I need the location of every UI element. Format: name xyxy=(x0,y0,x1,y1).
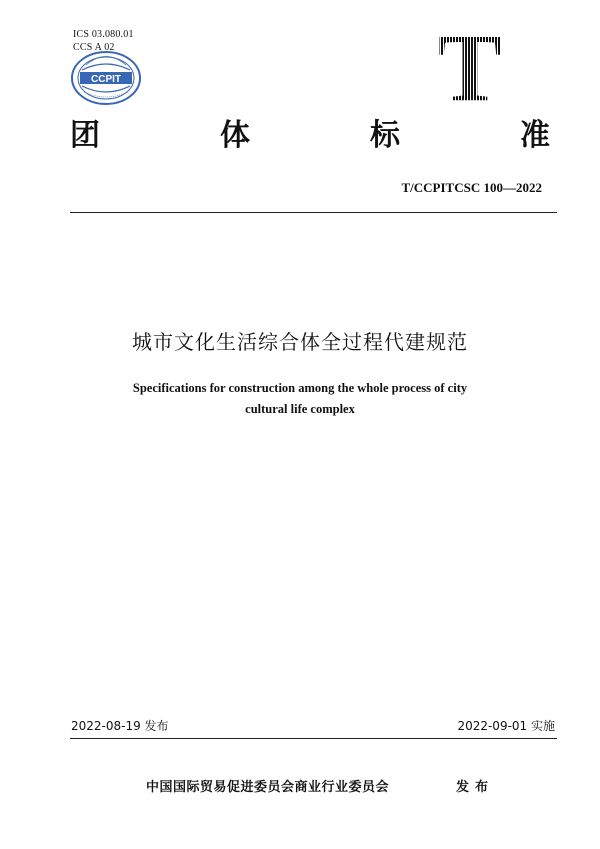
ics-code: ICS 03.080.01 xyxy=(73,29,134,40)
issue-date: 2022-08-19 发布 xyxy=(71,719,169,733)
standard-letter-mark: T xyxy=(438,14,503,121)
ccpit-logo-icon xyxy=(70,50,142,106)
ccs-code: CCS A 02 xyxy=(73,42,115,53)
publisher-name: 中国国际贸易促进委员会商业行业委员会 xyxy=(146,780,390,795)
standard-type-heading xyxy=(70,116,550,156)
standard-code: T/CCPITCSC 100—2022 xyxy=(401,180,542,195)
standard-type-char: 体 xyxy=(220,118,250,153)
standard-type-char: 团 xyxy=(70,118,100,153)
standard-type-char: 标 xyxy=(370,118,400,153)
standard-type-char: 准 xyxy=(520,118,550,153)
title-english xyxy=(0,378,600,420)
implementation-date: 2022-09-01 实施 xyxy=(457,719,555,733)
publisher-action: 发布 xyxy=(456,780,495,795)
top-divider xyxy=(70,212,557,213)
bottom-divider xyxy=(70,738,557,739)
title-english-line: Specifications for construction among the whole process of city xyxy=(132,381,468,395)
title-chinese: 城市文化生活综合体全过程代建规范 xyxy=(132,330,468,354)
logo-text: CCPIT xyxy=(91,74,121,85)
title-english-line: cultural life complex xyxy=(245,402,355,416)
